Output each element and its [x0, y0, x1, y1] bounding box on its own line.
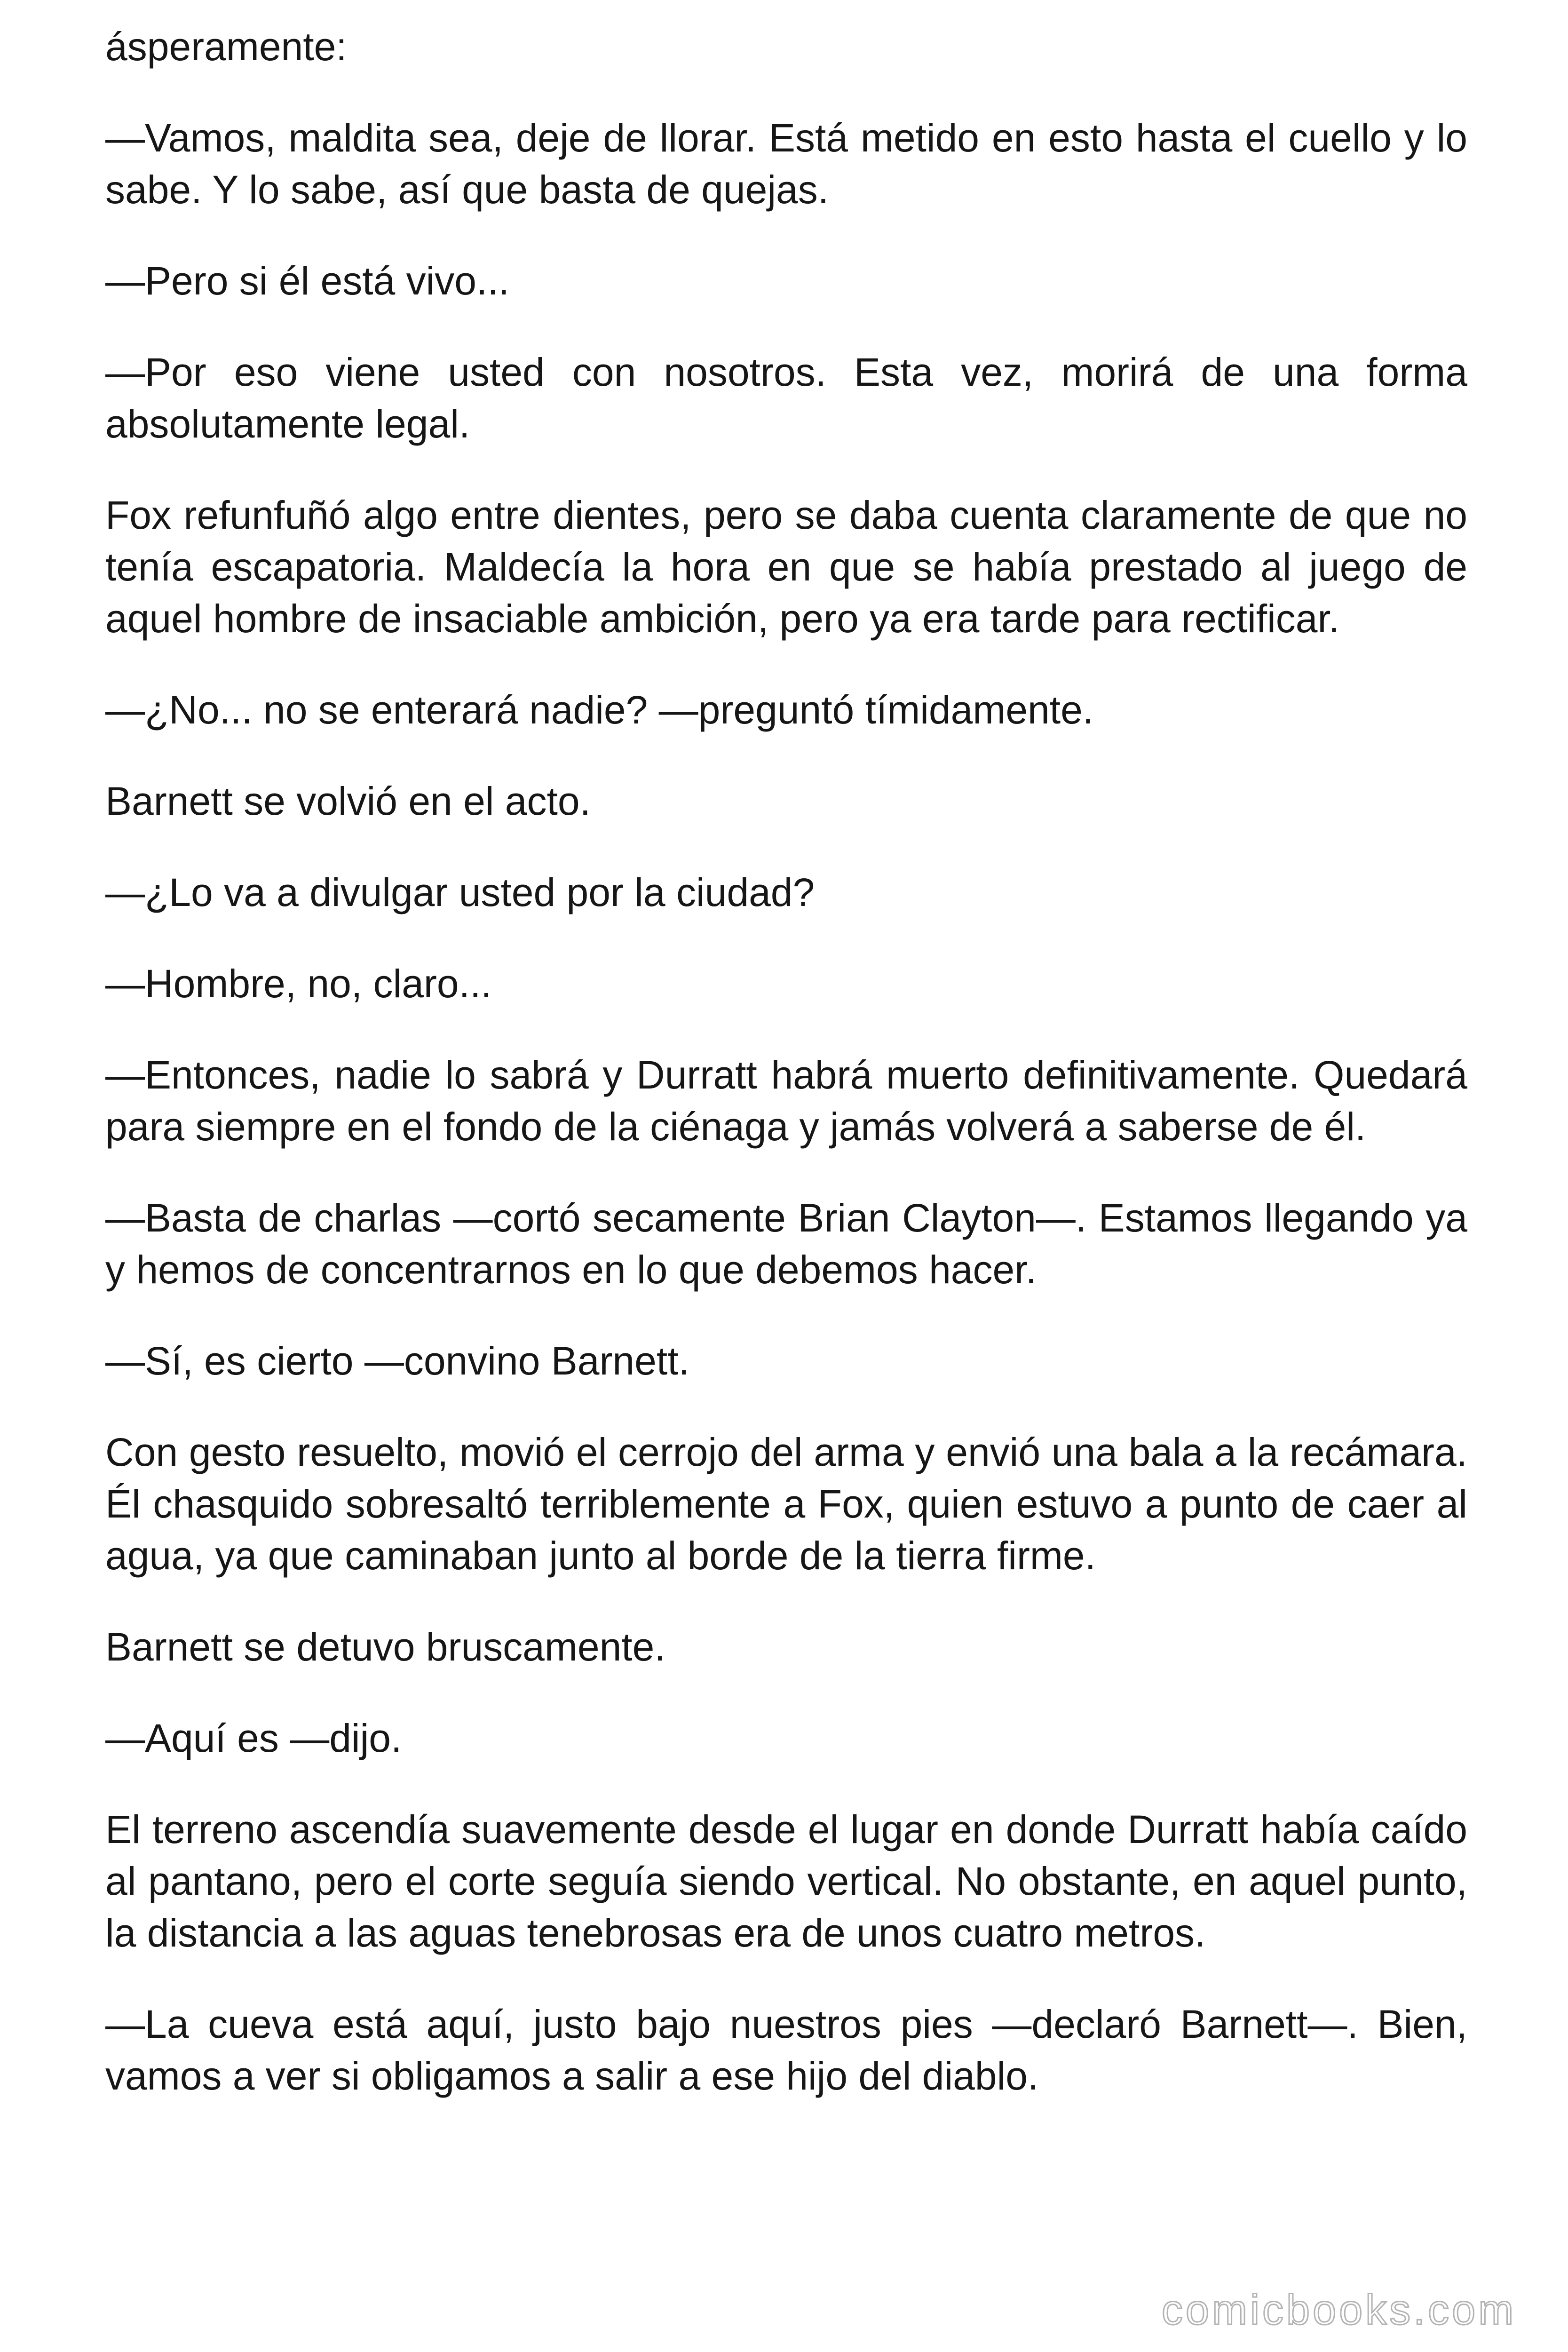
paragraph-5: Fox refunfuñó algo entre dientes, pero se daba cuenta claramente de que no tenía escapatoria. Maldecía la hora en que se había prestado al juego de aquel hombre de insaciable ambición, pero ya era tarde para rectificar.	[105, 493, 1467, 641]
paragraph-2: —Vamos, maldita sea, deje de llorar. Está metido en esto hasta el cuello y lo sabe. Y lo sabe, así que basta de quejas.	[105, 116, 1467, 212]
paragraph-4: —Por eso viene usted con nosotros. Esta vez, morirá de una forma absolutamente legal.	[105, 350, 1467, 446]
paragraph-12: —Sí, es cierto —convino Barnett.	[105, 1339, 689, 1383]
paragraph-9: —Hombre, no, claro...	[105, 961, 492, 1006]
paragraph-10: —Entonces, nadie lo sabrá y Durratt habrá muerto definitivamente. Quedará para siempre en el fondo de la ciénaga y jamás volverá a saberse de él.	[105, 1053, 1467, 1149]
paragraph-3: —Pero si él está vivo...	[105, 259, 509, 303]
body-text	[105, 21, 1467, 2141]
paragraph-1: ásperamente:	[105, 24, 347, 69]
paragraph-8: —¿Lo va a divulgar usted por la ciudad?	[105, 870, 815, 914]
paragraph-11: —Basta de charlas —cortó secamente Brian Clayton—. Estamos llegando ya y hemos de concentrarnos en lo que debemos hacer.	[105, 1196, 1467, 1292]
paragraph-6: —¿No... no se enterará nadie? —preguntó tímidamente.	[105, 688, 1094, 732]
paragraph-13: Con gesto resuelto, movió el cerrojo del arma y envió una bala a la recámara. Él chasquido sobresaltó terriblemente a Fox, quien estuvo a punto de caer al agua, ya que caminaban junto al borde de la tierra firme.	[105, 1430, 1467, 1578]
paragraph-7: Barnett se volvió en el acto.	[105, 779, 591, 823]
paragraph-17: —La cueva está aquí, justo bajo nuestros pies —declaró Barnett—. Bien, vamos a ver si obligamos a salir a ese hijo del diablo.	[105, 2002, 1467, 2098]
watermark-text: comicbooks.com	[1162, 2287, 1517, 2334]
paragraph-16: El terreno ascendía suavemente desde el lugar en donde Durratt había caído al pantano, pero el corte seguía siendo vertical. No obstante, en aquel punto, la distancia a las aguas tenebrosas era de unos cuatro metros.	[105, 1807, 1467, 1955]
paragraph-15: —Aquí es —dijo.	[105, 1716, 402, 1760]
paragraph-14: Barnett se detuvo bruscamente.	[105, 1625, 665, 1669]
